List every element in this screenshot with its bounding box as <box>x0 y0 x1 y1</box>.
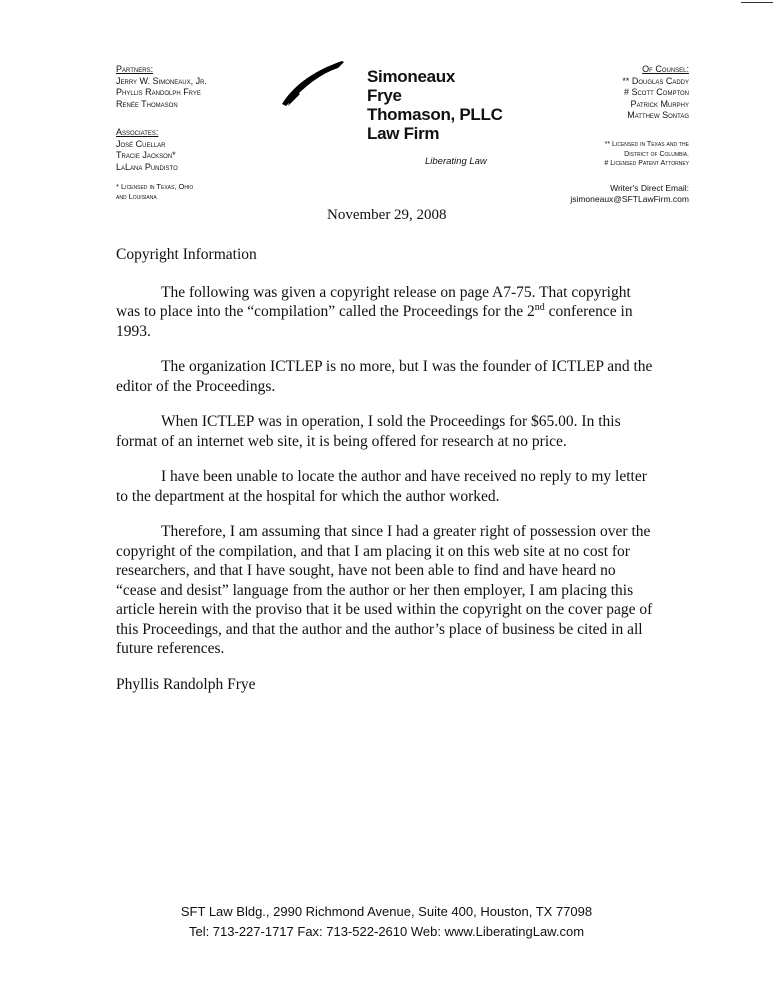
letter-heading: Copyright Information <box>116 246 257 263</box>
partners-heading: Partners: <box>116 64 154 74</box>
p1-text: The following was given a copyright release on page A7-75. That copyright was to place into the “compilation” called the Proceedings for the 2 <box>116 283 631 320</box>
scan-edge-mark <box>741 2 773 3</box>
associate-name: LaLana Pundisto <box>116 161 178 172</box>
licensed-note <box>116 182 194 201</box>
p1-text-end: conference in 1993. <box>116 303 633 340</box>
counsel-name: Matthew Sontag <box>627 110 689 120</box>
body-paragraph <box>116 283 656 342</box>
body-paragraph: When ICTLEP was in operation, I sold the Proceedings for $65.00. In this format of an internet web site, it is being offered for research at no price. <box>116 413 621 450</box>
counsel-name: # Scott Compton <box>623 87 689 97</box>
licensed-note-line: and Louisiana <box>116 192 157 201</box>
letter-date: November 29, 2008 <box>327 207 447 223</box>
firm-name <box>367 67 503 143</box>
partner-name: Renée Thomason <box>116 98 178 109</box>
counsel-note-line: District of Columbia. <box>624 150 689 158</box>
firm-name-line: Law Firm <box>367 124 440 143</box>
partners-block <box>116 64 207 110</box>
ordinal-suffix: nd <box>534 301 545 313</box>
associates-block <box>116 127 178 173</box>
body-paragraph: The organization ICTLEP is no more, but I was the founder of ICTLEP and the editor of the Proceedings. <box>116 358 653 395</box>
counsel-licensing-notes <box>604 140 689 169</box>
letter-body <box>116 245 656 710</box>
counsel-name: ** Douglas Caddy <box>622 75 689 86</box>
footer-contact: Tel: 713-227-1717 Fax: 713-522-2610 Web: www.LiberatingLaw.com <box>188 924 585 939</box>
partner-name: Jerry W. Simoneaux, Jr. <box>116 75 207 86</box>
of-counsel-block <box>622 64 689 122</box>
counsel-name: Patrick Murphy <box>630 98 689 109</box>
associates-heading: Associates: <box>116 127 159 137</box>
counsel-heading: Of Counsel: <box>642 64 689 74</box>
writer-email-block <box>570 183 689 204</box>
counsel-note-line: ** Licensed in Texas and the <box>604 141 689 148</box>
footer-address: SFT Law Bldg., 2990 Richmond Avenue, Suite 400, Houston, TX 77098 <box>180 904 593 919</box>
licensed-note-line: * Licensed in Texas, Ohio <box>116 182 194 191</box>
partner-name: Phyllis Randolph Frye <box>116 87 201 97</box>
firm-name-line: Frye <box>367 86 402 105</box>
associate-name: José Cuellar <box>116 138 166 149</box>
body-paragraph: Therefore, I am assuming that since I had a greater right of possession over the copyright of the compilation, and that I am placing it on this web site at no cost for researchers, and that I have sought, have not been able to find and have heard no “cease and desist” language from the author or her then employer, I am placing this article herein with the proviso that it be used within the copyright on the cover page of this Proceedings, and that the author and the author’s place of business be cited in all future references. <box>116 523 653 657</box>
letterhead-footer <box>0 902 773 942</box>
body-paragraph: I have been unable to locate the author and have received no reply to my letter to the department at the hospital for which the author worked. <box>116 468 647 505</box>
counsel-note-line: # Licensed Patent Attorney <box>604 160 689 167</box>
associate-name: Tracie Jackson* <box>116 150 176 160</box>
firm-name-line: Simoneaux <box>367 67 455 86</box>
email-address: jsimoneaux@SFTLawFirm.com <box>570 193 689 204</box>
signature: Phyllis Randolph Frye <box>116 675 256 693</box>
firm-name-line: Thomason, PLLC <box>367 105 503 124</box>
swoosh-icon <box>280 60 350 110</box>
firm-tagline: Liberating Law <box>425 156 487 167</box>
firm-logo-swoosh <box>280 60 350 115</box>
email-label: Writer's Direct Email: <box>610 183 689 193</box>
